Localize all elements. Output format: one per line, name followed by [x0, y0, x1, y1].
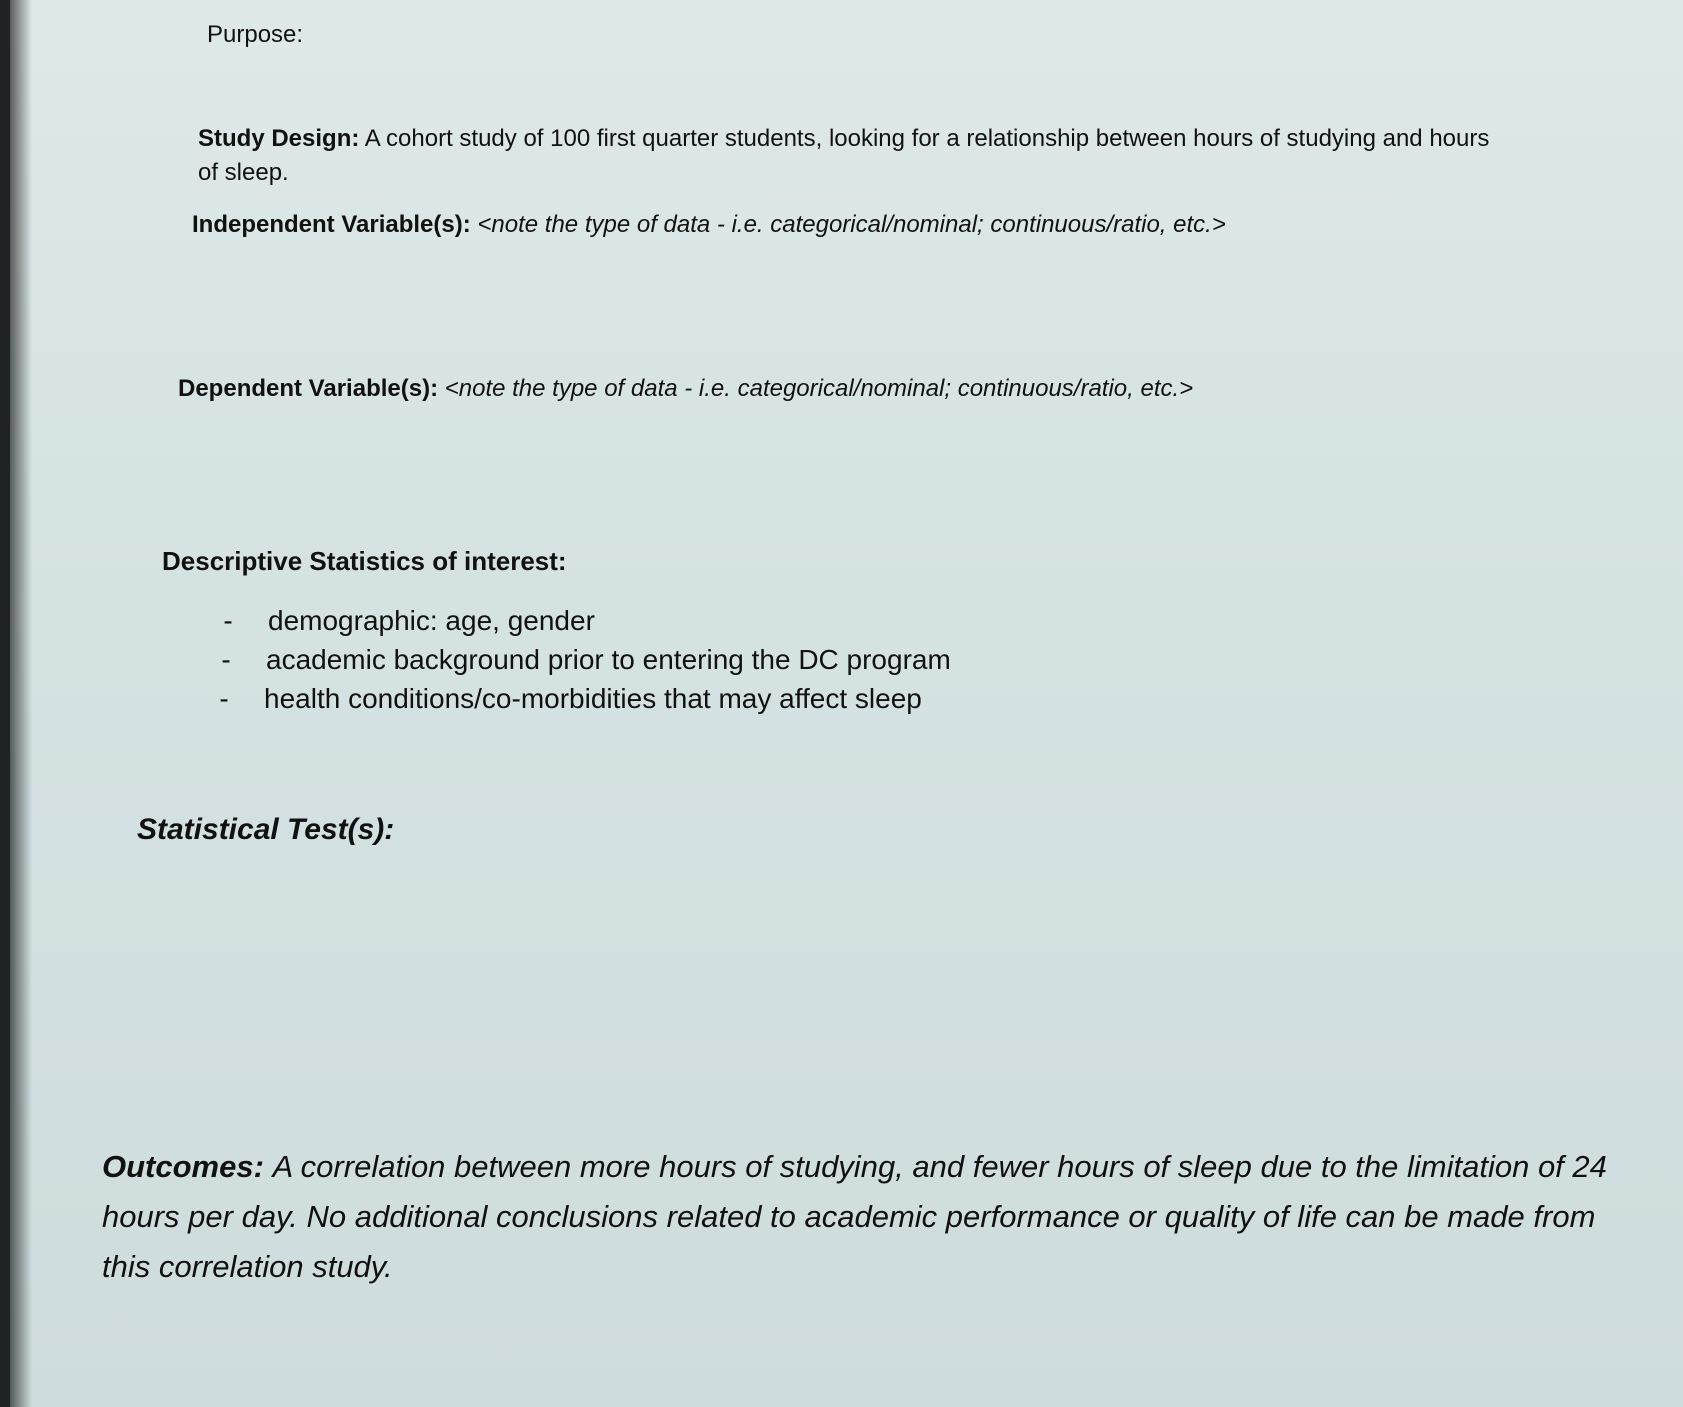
- study-design-label: Study Design:: [198, 125, 360, 152]
- list-item-text: health conditions/co-morbidities that may affect sleep: [264, 683, 922, 714]
- dependent-variables-label: Dependent Variable(s):: [178, 375, 439, 402]
- page-edge-shadow: [10, 0, 32, 1407]
- independent-variables-label: Independent Variable(s):: [192, 211, 471, 238]
- list-item: [223, 602, 595, 640]
- purpose-section: [207, 18, 303, 52]
- purpose-label: Purpose:: [207, 21, 304, 48]
- descriptive-statistics-label: Descriptive Statistics of interest:: [162, 546, 567, 576]
- dependent-variables-section: [178, 372, 1578, 406]
- outcomes-label: Outcomes:: [102, 1149, 264, 1184]
- study-design-text: A cohort study of 100 first quarter students, looking for a relationship between hours of studying and hours of sleep.: [198, 125, 1490, 186]
- statistical-tests-label: Statistical Test(s):: [137, 813, 395, 846]
- bullet-dash: -: [223, 605, 233, 636]
- document-page: [10, 0, 1683, 1407]
- list-item: [219, 680, 922, 718]
- list-item-text: demographic: age, gender: [268, 605, 595, 636]
- outcomes-section: [102, 1142, 1642, 1292]
- bullet-dash: -: [221, 644, 231, 675]
- list-item: [221, 641, 951, 679]
- statistical-tests-section: [137, 805, 394, 855]
- independent-variables-section: [192, 208, 1592, 242]
- outcomes-text: A correlation between more hours of studying, and fewer hours of sleep due to the limitation of 24 hours per day. No additional conclusions related to academic performance or quality of life can be made from this correlation study.: [102, 1149, 1607, 1284]
- dependent-variables-placeholder: <note the type of data - i.e. categorical/nominal; continuous/ratio, etc.>: [444, 375, 1194, 402]
- bullet-dash: -: [219, 683, 229, 714]
- independent-variables-placeholder: <note the type of data - i.e. categorical/nominal; continuous/ratio, etc.>: [477, 211, 1226, 238]
- study-design-section: [198, 122, 1498, 190]
- list-item-text: academic background prior to entering the DC program: [266, 644, 951, 675]
- descriptive-statistics-section: [162, 544, 567, 578]
